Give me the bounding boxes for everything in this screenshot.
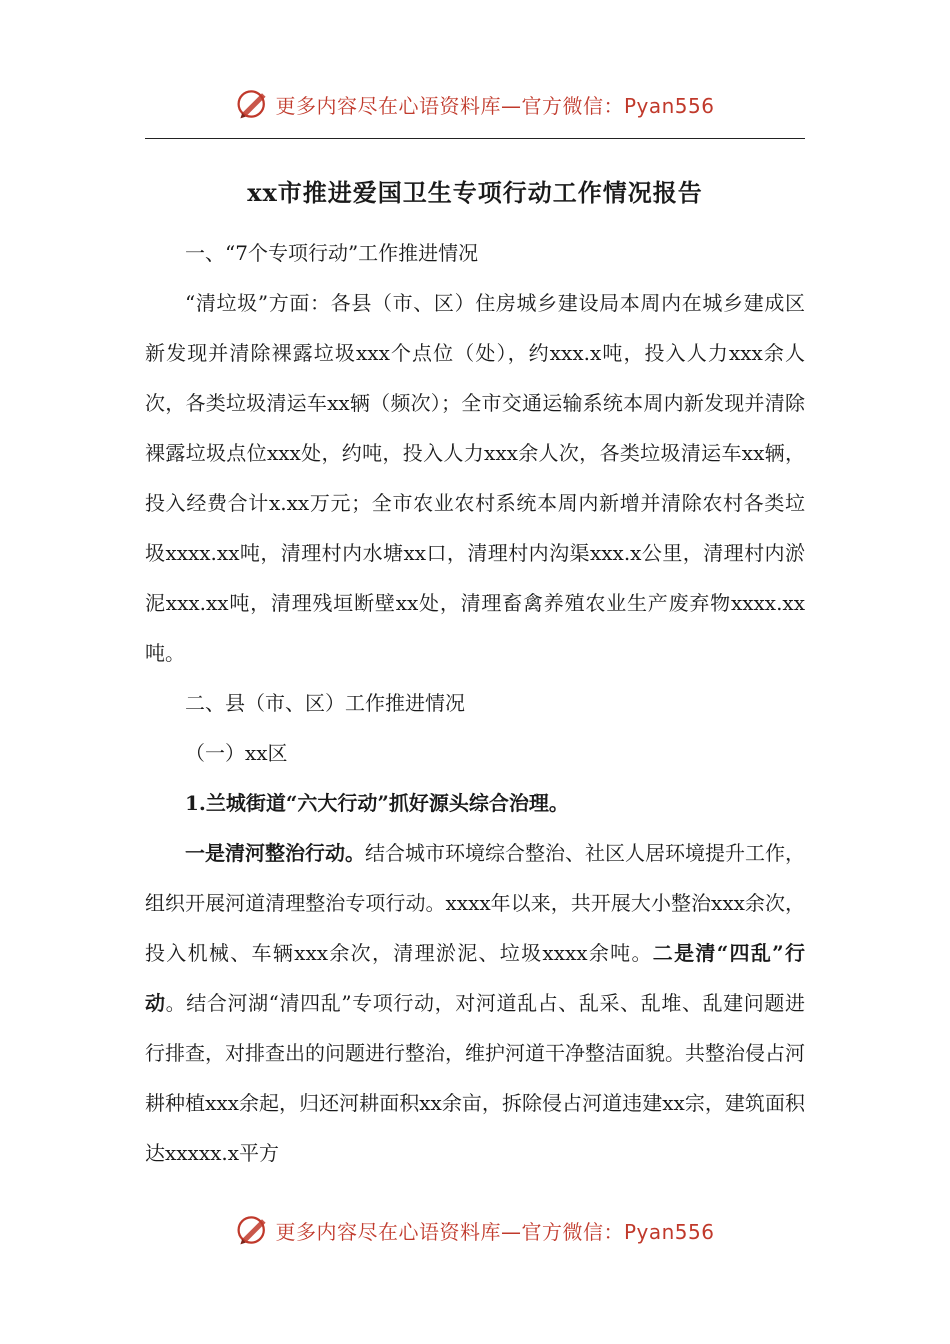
watermark-text-bottom: 更多内容尽在心语资料库—官方微信：Pyan556 <box>275 1219 715 1244</box>
item1-heading-text: 1.兰城街道“六大行动”抓好源头综合治理。 <box>185 791 569 815</box>
pen-logo-icon <box>235 86 271 122</box>
document-body <box>145 228 805 1178</box>
item1-text1: 结合城市环境综合整治、社区人居环境提升工作，组织开展河道清理整治专项行动。xxxx年以来，共开展大小整治xxx余次，投入机械、车辆xxx余次，清理淤泥、垃圾xxxx余吨。 <box>145 841 805 965</box>
section1-heading: 一、“7个专项行动”工作推进情况 <box>185 241 479 265</box>
section1-paragraph: “清垃圾”方面：各县（市、区）住房城乡建设局本周内在城乡建成区新发现并清除裸露垃圾xxx个点位（处），约xxx.x吨，投入人力xxx余人次，各类垃圾清运车xx辆（频次）；全市交通运输系统本周内新发现并清除裸露垃圾点位xxx处，约吨，投入人力xxx余人次，各类垃圾清运车xx辆，投入经费合计x.xx万元；全市农业农村系统本周内新增并清除农村各类垃圾xxxx.xx吨，清理村内水塘xx口，清理村内沟渠xxx.x公里，清理村内淤泥xxx.xx吨，清理残垣断壁xx处，清理畜禽养殖农业生产废弃物xxxx.xx吨。 <box>145 291 805 665</box>
item1-text2: 。结合河湖“清四乱”专项行动，对河道乱占、乱采、乱堆、乱建问题进行排查，对排查出的问题进行整治，维护河道干净整洁面貌。共整治侵占河耕种植xxx余起，归还河耕面积xx余亩，拆除侵占河道违建xx宗，建筑面积达xxxxx.x平方 <box>145 991 806 1165</box>
header-divider <box>145 138 805 139</box>
subsection-heading: （一）xx区 <box>185 741 288 765</box>
item1-paragraph <box>145 828 805 1178</box>
watermark-banner-bottom <box>0 1210 950 1250</box>
item1-lead1: 一是清河整治行动。 <box>185 841 365 865</box>
item1-lead2: 二是清“四乱”行动 <box>145 941 805 1015</box>
watermark-banner-top <box>0 84 950 124</box>
document-title: xx市推进爱国卫生专项行动工作情况报告 <box>247 178 703 207</box>
pen-logo-icon <box>235 1212 271 1248</box>
section2-heading: 二、县（市、区）工作推进情况 <box>185 691 465 715</box>
item1-heading <box>145 778 805 828</box>
watermark-text-top: 更多内容尽在心语资料库—官方微信：Pyan556 <box>275 93 715 118</box>
